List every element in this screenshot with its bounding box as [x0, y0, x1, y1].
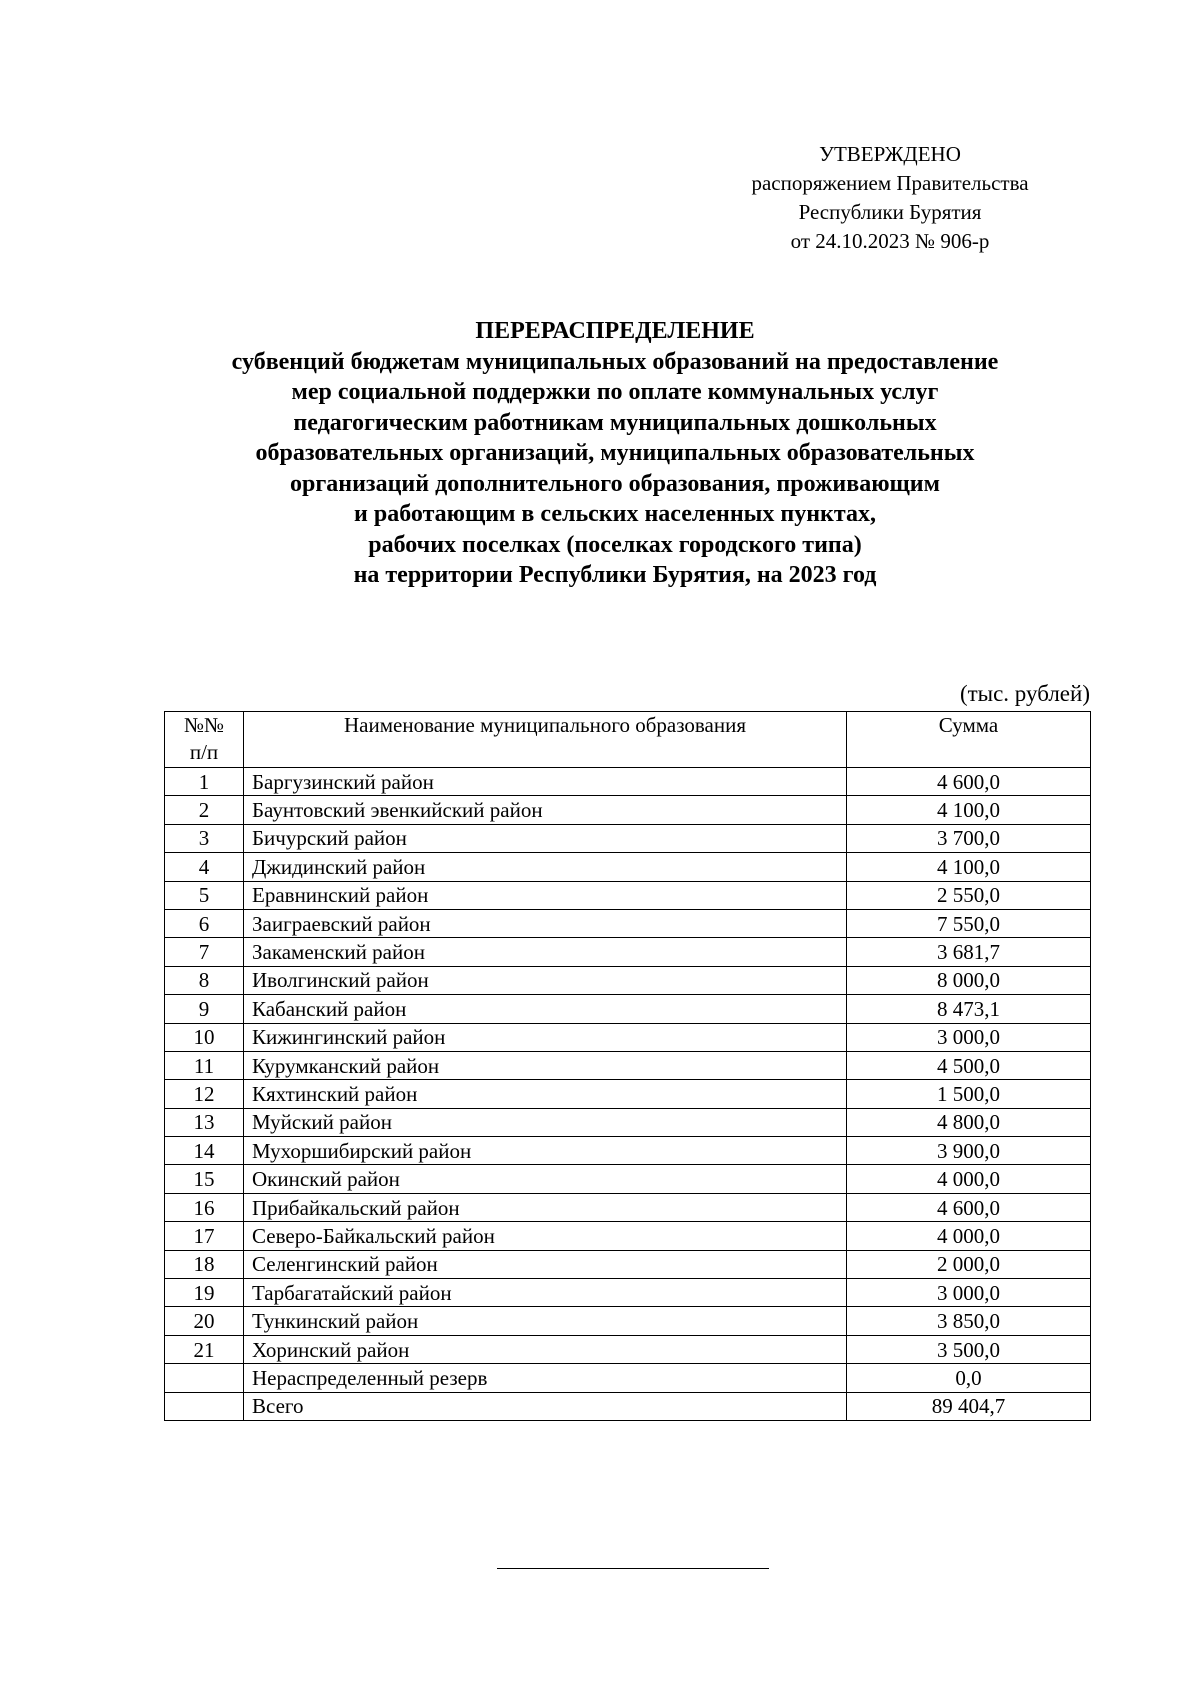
row-municipality: Окинский район [244, 1165, 847, 1193]
row-sum: 4 000,0 [847, 1165, 1091, 1193]
row-number: 19 [165, 1279, 244, 1307]
table-row [165, 1051, 1091, 1079]
row-sum: 3 500,0 [847, 1335, 1091, 1363]
header-sum: Сумма [847, 712, 1091, 768]
title-line: образовательных организаций, муниципальных образовательных [255, 440, 975, 466]
row-sum: 3 700,0 [847, 824, 1091, 852]
row-municipality: Северо-Байкальский район [244, 1222, 847, 1250]
row-sum: 4 500,0 [847, 1051, 1091, 1079]
table-row [165, 966, 1091, 994]
row-municipality: Всего [244, 1392, 847, 1420]
row-sum: 2 550,0 [847, 881, 1091, 909]
row-municipality: Заиграевский район [244, 909, 847, 937]
row-sum: 89 404,7 [847, 1392, 1091, 1420]
table-row [165, 1080, 1091, 1108]
row-municipality: Тункинский район [244, 1307, 847, 1335]
row-number: 16 [165, 1193, 244, 1221]
row-sum: 4 100,0 [847, 796, 1091, 824]
row-municipality: Кяхтинский район [244, 1080, 847, 1108]
row-municipality: Баргузинский район [244, 768, 847, 796]
row-municipality: Нераспределенный резерв [244, 1364, 847, 1392]
header-number [165, 712, 244, 768]
row-sum: 3 000,0 [847, 1279, 1091, 1307]
title-line: мер социальной поддержки по оплате коммунальных услуг [291, 379, 939, 405]
row-municipality: Муйский район [244, 1108, 847, 1136]
row-municipality: Тарбагатайский район [244, 1279, 847, 1307]
title-line: на территории Республики Бурятия, на 2023 год [353, 562, 877, 588]
row-number: 17 [165, 1222, 244, 1250]
table-row [165, 1023, 1091, 1051]
row-number: 21 [165, 1335, 244, 1363]
row-municipality: Еравнинский район [244, 881, 847, 909]
row-municipality: Прибайкальский район [244, 1193, 847, 1221]
approval-issuer: распоряжением Правительства [751, 171, 1029, 195]
unit-label: (тыс. рублей) [959, 681, 1090, 706]
table-row [165, 938, 1091, 966]
table-row [165, 1222, 1091, 1250]
closing-separator-line [497, 1568, 769, 1569]
header-number-line2: п/п [189, 740, 219, 764]
row-sum: 8 000,0 [847, 966, 1091, 994]
row-number: 10 [165, 1023, 244, 1051]
table-row [165, 853, 1091, 881]
table-row [165, 1165, 1091, 1193]
table-row [165, 1250, 1091, 1278]
row-number: 14 [165, 1137, 244, 1165]
row-number: 4 [165, 853, 244, 881]
row-sum: 3 850,0 [847, 1307, 1091, 1335]
row-sum: 3 681,7 [847, 938, 1091, 966]
row-municipality: Закаменский район [244, 938, 847, 966]
table-row [165, 796, 1091, 824]
row-municipality: Бичурский район [244, 824, 847, 852]
table-row [165, 1108, 1091, 1136]
title-line: организаций дополнительного образования, проживающим [290, 470, 940, 497]
document-title [120, 316, 1110, 591]
subventions-table [164, 711, 1091, 1421]
table-row [165, 1335, 1091, 1363]
approval-republic: Республики Бурятия [798, 200, 982, 224]
table-row [165, 1137, 1091, 1165]
title-line: рабочих поселках (поселках городского типа) [368, 531, 862, 558]
row-municipality: Селенгинский район [244, 1250, 847, 1278]
title-line: и работающим в сельских населенных пунктах, [354, 501, 876, 527]
table-row [165, 881, 1091, 909]
table-row [165, 1279, 1091, 1307]
row-sum: 8 473,1 [847, 995, 1091, 1023]
row-sum: 7 550,0 [847, 909, 1091, 937]
row-number: 12 [165, 1080, 244, 1108]
table-row [165, 1193, 1091, 1221]
row-municipality: Джидинский район [244, 853, 847, 881]
title-heading: ПЕРЕРАСПРЕДЕЛЕНИЕ [475, 318, 755, 344]
title-line: педагогическим работникам муниципальных дошкольных [293, 409, 937, 436]
row-number: 13 [165, 1108, 244, 1136]
row-number: 1 [165, 768, 244, 796]
row-municipality: Кабанский район [244, 995, 847, 1023]
row-number: 6 [165, 909, 244, 937]
row-sum: 4 600,0 [847, 1193, 1091, 1221]
row-municipality: Хоринский район [244, 1335, 847, 1363]
title-line: субвенций бюджетам муниципальных образований на предоставление [231, 348, 999, 375]
table-row [165, 824, 1091, 852]
row-sum: 3 900,0 [847, 1137, 1091, 1165]
approval-status: УТВЕРЖДЕНО [819, 142, 961, 166]
row-sum: 4 800,0 [847, 1108, 1091, 1136]
row-number: 11 [165, 1051, 244, 1079]
row-number: 18 [165, 1250, 244, 1278]
row-number: 5 [165, 881, 244, 909]
row-municipality: Иволгинский район [244, 966, 847, 994]
table-row [165, 768, 1091, 796]
row-sum: 1 500,0 [847, 1080, 1091, 1108]
row-number: 3 [165, 824, 244, 852]
row-number: 9 [165, 995, 244, 1023]
row-municipality: Кижингинский район [244, 1023, 847, 1051]
row-sum: 4 600,0 [847, 768, 1091, 796]
row-sum: 4 100,0 [847, 853, 1091, 881]
row-sum: 2 000,0 [847, 1250, 1091, 1278]
table-row [165, 1364, 1091, 1392]
row-sum: 3 000,0 [847, 1023, 1091, 1051]
row-number: 15 [165, 1165, 244, 1193]
table-row [165, 995, 1091, 1023]
row-municipality: Мухоршибирский район [244, 1137, 847, 1165]
row-number [165, 1392, 244, 1420]
table-row [165, 1392, 1091, 1420]
row-municipality: Курумканский район [244, 1051, 847, 1079]
header-number-line1: №№ [183, 713, 225, 737]
header-name: Наименование муниципального образования [244, 712, 847, 768]
row-number: 8 [165, 966, 244, 994]
row-number: 20 [165, 1307, 244, 1335]
approval-date-number: от 24.10.2023 № 906-р [790, 229, 990, 253]
row-number: 7 [165, 938, 244, 966]
table-header-row [165, 712, 1091, 768]
table-row [165, 909, 1091, 937]
row-sum: 4 000,0 [847, 1222, 1091, 1250]
table-row [165, 1307, 1091, 1335]
row-municipality: Баунтовский эвенкийский район [244, 796, 847, 824]
row-number [165, 1364, 244, 1392]
row-sum: 0,0 [847, 1364, 1091, 1392]
row-number: 2 [165, 796, 244, 824]
approval-block [700, 140, 1080, 256]
